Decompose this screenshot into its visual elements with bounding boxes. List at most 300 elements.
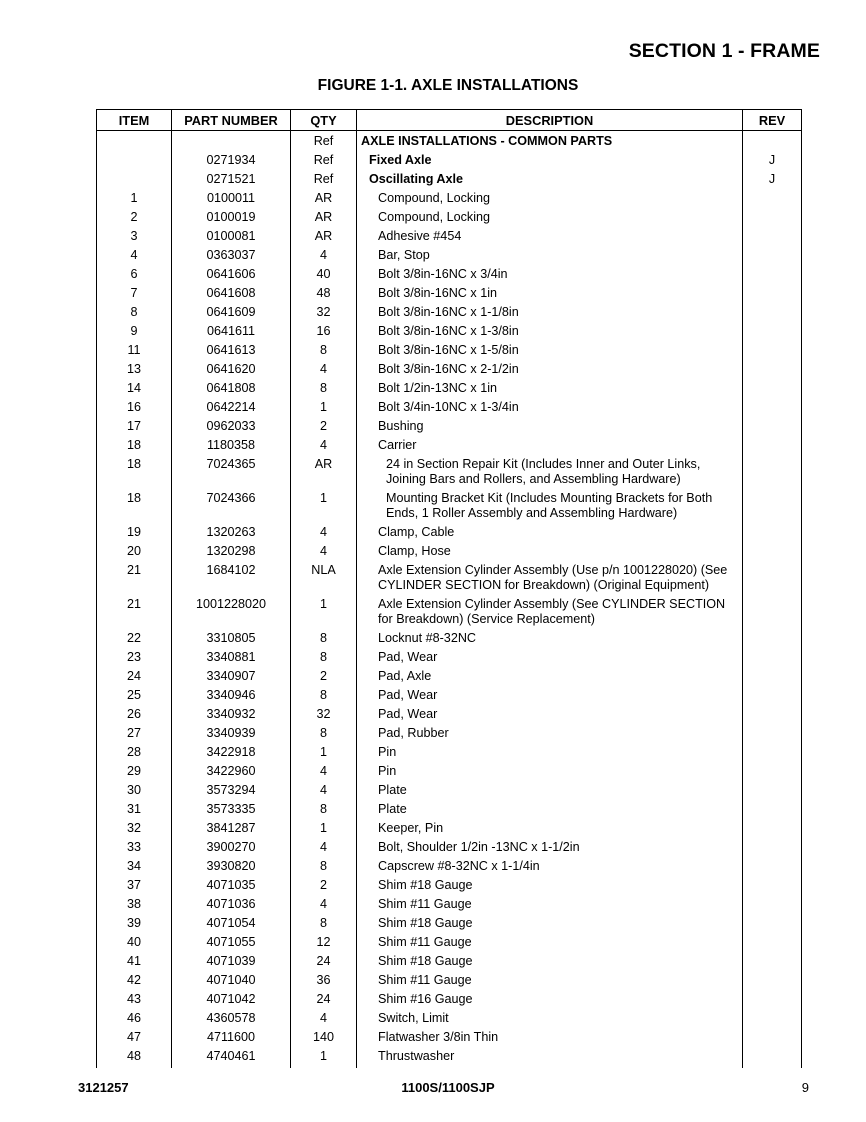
row-description-cell — [357, 379, 743, 398]
row-description: Shim #16 Gauge — [378, 992, 473, 1006]
row-item-number: 32 — [126, 821, 141, 835]
row-quantity: 4 — [319, 544, 327, 558]
row-quantity-cell — [291, 990, 357, 1009]
row-item-number-cell — [97, 455, 172, 489]
row-revision-cell — [743, 523, 802, 542]
row-part-number: 0641608 — [206, 286, 256, 300]
row-description: Shim #18 Gauge — [378, 954, 473, 968]
row-revision-cell — [743, 819, 802, 838]
row-item-number-cell — [97, 857, 172, 876]
row-quantity: 2 — [319, 878, 327, 892]
row-quantity-cell — [291, 189, 357, 208]
row-part-number: 0641808 — [206, 381, 256, 395]
row-item-number-cell — [97, 303, 172, 322]
table-row — [97, 876, 802, 895]
row-item-number-cell — [97, 1009, 172, 1028]
row-part-number: 0100019 — [206, 210, 256, 224]
row-quantity-cell — [291, 131, 357, 152]
parts-table-container — [96, 109, 801, 1068]
row-description-cell — [357, 800, 743, 819]
row-part-number-cell — [172, 379, 291, 398]
row-part-number-cell — [172, 648, 291, 667]
row-item-number: 46 — [126, 1011, 141, 1025]
row-quantity: 1 — [319, 821, 327, 835]
row-quantity: Ref — [313, 153, 334, 167]
parts-table-body — [97, 131, 802, 1069]
row-quantity: 4 — [319, 897, 327, 911]
row-description-cell — [357, 489, 743, 523]
row-quantity-cell — [291, 800, 357, 819]
row-revision-cell — [743, 151, 802, 170]
row-part-number-cell — [172, 876, 291, 895]
table-row — [97, 561, 802, 595]
row-part-number-cell — [172, 436, 291, 455]
row-quantity: 2 — [319, 669, 327, 683]
row-item-number: 41 — [126, 954, 141, 968]
row-revision-cell — [743, 629, 802, 648]
table-row — [97, 819, 802, 838]
row-description-cell — [357, 455, 743, 489]
row-description: Carrier — [378, 438, 417, 452]
row-part-number: 0363037 — [206, 248, 256, 262]
row-description: Bolt 3/8in-16NC x 1-1/8in — [378, 305, 519, 319]
row-item-number: 18 — [126, 491, 141, 505]
spacer-cell — [97, 1066, 172, 1068]
row-part-number: 0100011 — [206, 191, 256, 205]
row-quantity-cell — [291, 743, 357, 762]
row-item-number-cell — [97, 246, 172, 265]
row-item-number-cell — [97, 341, 172, 360]
row-part-number: 1684102 — [206, 563, 256, 577]
row-revision-cell — [743, 1047, 802, 1066]
row-revision-cell — [743, 131, 802, 152]
row-part-number-cell — [172, 322, 291, 341]
row-revision-cell — [743, 781, 802, 800]
row-part-number-cell — [172, 990, 291, 1009]
row-item-number-cell — [97, 322, 172, 341]
row-revision-cell — [743, 876, 802, 895]
row-item-number: 6 — [130, 267, 138, 281]
row-item-number: 21 — [126, 563, 141, 577]
row-description: Pin — [378, 745, 397, 759]
row-item-number: 24 — [126, 669, 141, 683]
row-quantity-cell — [291, 1028, 357, 1047]
row-item-number-cell — [97, 151, 172, 170]
row-revision-cell — [743, 303, 802, 322]
row-description-cell — [357, 971, 743, 990]
row-item-number-cell — [97, 131, 172, 152]
row-revision-cell — [743, 265, 802, 284]
row-part-number-cell — [172, 489, 291, 523]
row-description: Plate — [378, 783, 407, 797]
row-part-number-cell — [172, 971, 291, 990]
row-part-number-cell — [172, 629, 291, 648]
row-revision-cell — [743, 667, 802, 686]
row-item-number-cell — [97, 595, 172, 629]
row-description-cell — [357, 724, 743, 743]
row-part-number-cell — [172, 781, 291, 800]
row-revision-cell — [743, 595, 802, 629]
row-description-cell — [357, 648, 743, 667]
row-quantity: 24 — [316, 954, 331, 968]
table-row — [97, 595, 802, 629]
row-part-number: 4071040 — [206, 973, 256, 987]
row-description-cell — [357, 131, 743, 152]
row-revision-cell — [743, 542, 802, 561]
row-revision-cell — [743, 743, 802, 762]
row-part-number: 0641611 — [206, 324, 256, 338]
row-item-number: 37 — [126, 878, 141, 892]
row-part-number-cell — [172, 265, 291, 284]
row-description: Bolt 3/8in-16NC x 1-5/8in — [378, 343, 519, 357]
row-quantity: NLA — [311, 563, 336, 577]
table-bottom-spacer — [97, 1066, 802, 1068]
row-revision-cell — [743, 322, 802, 341]
row-description: Compound, Locking — [378, 191, 491, 205]
row-description: Pad, Rubber — [378, 726, 449, 740]
row-quantity-cell — [291, 398, 357, 417]
row-item-number-cell — [97, 417, 172, 436]
row-item-number-cell — [97, 379, 172, 398]
row-quantity-cell — [291, 838, 357, 857]
row-part-number-cell — [172, 743, 291, 762]
row-part-number-cell — [172, 1009, 291, 1028]
row-quantity: 4 — [319, 783, 327, 797]
row-item-number: 9 — [130, 324, 138, 338]
row-item-number-cell — [97, 265, 172, 284]
row-item-number-cell — [97, 724, 172, 743]
row-quantity-cell — [291, 523, 357, 542]
row-item-number: 28 — [126, 745, 141, 759]
row-quantity-cell — [291, 436, 357, 455]
row-quantity-cell — [291, 762, 357, 781]
row-part-number-cell — [172, 686, 291, 705]
row-description: Adhesive #454 — [378, 229, 462, 243]
row-revision-cell — [743, 762, 802, 781]
table-row — [97, 489, 802, 523]
row-description: Thrustwasher — [378, 1049, 455, 1063]
table-row — [97, 417, 802, 436]
row-quantity-cell — [291, 561, 357, 595]
row-part-number-cell — [172, 800, 291, 819]
row-quantity: 2 — [319, 419, 327, 433]
row-quantity: 4 — [319, 840, 327, 854]
table-row — [97, 686, 802, 705]
row-part-number: 1320263 — [206, 525, 256, 539]
row-quantity-cell — [291, 246, 357, 265]
row-description: Capscrew #8-32NC x 1-1/4in — [378, 859, 540, 873]
row-part-number: 3422918 — [206, 745, 256, 759]
row-item-number-cell — [97, 990, 172, 1009]
table-row — [97, 743, 802, 762]
row-quantity: 36 — [316, 973, 331, 987]
table-row — [97, 379, 802, 398]
table-row — [97, 322, 802, 341]
row-item-number: 26 — [126, 707, 141, 721]
row-item-number: 34 — [126, 859, 141, 873]
row-part-number: 3930820 — [206, 859, 256, 873]
row-description: Locknut #8-32NC — [378, 631, 477, 645]
row-quantity-cell — [291, 705, 357, 724]
row-revision-cell — [743, 284, 802, 303]
row-description-cell — [357, 523, 743, 542]
row-quantity-cell — [291, 971, 357, 990]
table-row — [97, 990, 802, 1009]
table-row — [97, 341, 802, 360]
table-row — [97, 523, 802, 542]
row-quantity: 8 — [319, 381, 327, 395]
row-part-number: 3422960 — [206, 764, 256, 778]
row-revision-cell — [743, 189, 802, 208]
row-description: Bolt, Shoulder 1/2in -13NC x 1-1/2in — [378, 840, 580, 854]
row-description-cell — [357, 246, 743, 265]
row-quantity: 1 — [319, 745, 327, 759]
row-part-number: 4071035 — [206, 878, 256, 892]
row-part-number: 4711600 — [206, 1030, 256, 1044]
row-description: Bolt 3/8in-16NC x 1in — [378, 286, 498, 300]
row-part-number: 4360578 — [206, 1011, 256, 1025]
row-quantity-cell — [291, 284, 357, 303]
row-quantity-cell — [291, 227, 357, 246]
row-item-number: 8 — [130, 305, 138, 319]
row-revision-cell — [743, 895, 802, 914]
table-header-row — [97, 110, 802, 131]
row-item-number-cell — [97, 208, 172, 227]
table-row — [97, 1028, 802, 1047]
row-description: Pad, Wear — [378, 688, 438, 702]
row-description: Bolt 3/8in-16NC x 1-3/8in — [378, 324, 519, 338]
row-description: Shim #11 Gauge — [378, 897, 472, 911]
row-part-number: 0962033 — [206, 419, 256, 433]
row-part-number-cell — [172, 398, 291, 417]
row-quantity: 8 — [319, 916, 327, 930]
table-row — [97, 667, 802, 686]
row-quantity-cell — [291, 1047, 357, 1066]
row-item-number-cell — [97, 914, 172, 933]
table-row — [97, 208, 802, 227]
row-description-cell — [357, 629, 743, 648]
row-description-cell — [357, 705, 743, 724]
row-revision-cell — [743, 705, 802, 724]
row-quantity: 4 — [319, 438, 327, 452]
row-item-number: 33 — [126, 840, 141, 854]
row-description-cell — [357, 170, 743, 189]
table-row — [97, 952, 802, 971]
row-quantity-cell — [291, 724, 357, 743]
row-part-number: 3573294 — [206, 783, 256, 797]
row-description-cell — [357, 417, 743, 436]
row-quantity-cell — [291, 595, 357, 629]
row-quantity-cell — [291, 857, 357, 876]
row-quantity: 1 — [319, 1049, 327, 1063]
row-description-cell — [357, 933, 743, 952]
row-quantity-cell — [291, 686, 357, 705]
row-item-number-cell — [97, 933, 172, 952]
column-header-item: ITEM — [97, 110, 172, 131]
row-description-cell — [357, 322, 743, 341]
row-description-cell — [357, 838, 743, 857]
row-description: Bolt 3/8in-16NC x 2-1/2in — [378, 362, 519, 376]
row-item-number-cell — [97, 838, 172, 857]
row-quantity-cell — [291, 667, 357, 686]
row-description: AXLE INSTALLATIONS - COMMON PARTS — [361, 134, 613, 148]
row-revision: J — [768, 172, 776, 186]
document-number: 3121257 — [78, 1080, 129, 1095]
table-row — [97, 170, 802, 189]
row-item-number: 42 — [126, 973, 141, 987]
row-item-number-cell — [97, 629, 172, 648]
row-revision-cell — [743, 971, 802, 990]
row-quantity: 4 — [319, 248, 327, 262]
row-part-number-cell — [172, 284, 291, 303]
row-quantity-cell — [291, 895, 357, 914]
row-item-number-cell — [97, 667, 172, 686]
row-part-number-cell — [172, 523, 291, 542]
row-description-cell — [357, 895, 743, 914]
row-description: Bolt 3/8in-16NC x 3/4in — [378, 267, 508, 281]
row-part-number-cell — [172, 595, 291, 629]
row-item-number: 23 — [126, 650, 141, 664]
row-item-number-cell — [97, 227, 172, 246]
row-quantity-cell — [291, 379, 357, 398]
row-item-number: 22 — [126, 631, 141, 645]
row-revision-cell — [743, 417, 802, 436]
row-description: Bar, Stop — [378, 248, 430, 262]
row-item-number-cell — [97, 743, 172, 762]
row-description-cell — [357, 857, 743, 876]
row-revision-cell — [743, 227, 802, 246]
table-row — [97, 629, 802, 648]
row-description-cell — [357, 952, 743, 971]
row-item-number: 1 — [130, 191, 138, 205]
row-item-number: 18 — [126, 457, 141, 471]
table-row — [97, 131, 802, 152]
row-quantity-cell — [291, 170, 357, 189]
row-part-number: 4071055 — [206, 935, 256, 949]
row-description: Compound, Locking — [378, 210, 491, 224]
row-part-number: 0641613 — [206, 343, 256, 357]
row-part-number: 1001228020 — [195, 597, 267, 611]
section-title: SECTION 1 - FRAME — [628, 40, 820, 62]
row-quantity-cell — [291, 914, 357, 933]
row-quantity: 32 — [316, 707, 331, 721]
row-part-number: 4071036 — [206, 897, 256, 911]
table-row — [97, 246, 802, 265]
row-revision: J — [768, 153, 776, 167]
row-item-number-cell — [97, 895, 172, 914]
row-part-number-cell — [172, 360, 291, 379]
row-part-number-cell — [172, 819, 291, 838]
row-quantity-cell — [291, 542, 357, 561]
row-part-number: 4071042 — [206, 992, 256, 1006]
row-part-number: 3573335 — [206, 802, 256, 816]
row-item-number: 29 — [126, 764, 141, 778]
row-quantity-cell — [291, 489, 357, 523]
row-item-number: 47 — [126, 1030, 141, 1044]
row-description: Keeper, Pin — [378, 821, 444, 835]
row-part-number: 1180358 — [206, 438, 256, 452]
table-row — [97, 398, 802, 417]
row-description-cell — [357, 398, 743, 417]
row-part-number-cell — [172, 724, 291, 743]
row-quantity: Ref — [313, 172, 334, 186]
row-revision-cell — [743, 561, 802, 595]
row-revision-cell — [743, 341, 802, 360]
row-description-cell — [357, 743, 743, 762]
row-item-number-cell — [97, 876, 172, 895]
row-description-cell — [357, 781, 743, 800]
row-item-number: 13 — [126, 362, 141, 376]
table-row — [97, 1009, 802, 1028]
row-description-cell — [357, 341, 743, 360]
row-quantity: 8 — [319, 859, 327, 873]
row-quantity: 4 — [319, 764, 327, 778]
column-header-qty: QTY — [291, 110, 357, 131]
row-description: Clamp, Cable — [378, 525, 455, 539]
row-description-cell — [357, 686, 743, 705]
parts-table — [96, 109, 802, 1068]
row-item-number-cell — [97, 952, 172, 971]
row-quantity-cell — [291, 629, 357, 648]
row-quantity: 4 — [319, 525, 327, 539]
row-revision-cell — [743, 857, 802, 876]
row-item-number: 21 — [126, 597, 141, 611]
row-description: Bushing — [378, 419, 424, 433]
table-row — [97, 800, 802, 819]
row-part-number-cell — [172, 170, 291, 189]
row-description-cell — [357, 189, 743, 208]
row-quantity: 4 — [319, 362, 327, 376]
row-part-number: 3900270 — [206, 840, 256, 854]
row-part-number: 0271521 — [206, 172, 256, 186]
row-revision-cell — [743, 379, 802, 398]
row-revision-cell — [743, 724, 802, 743]
row-description-cell — [357, 542, 743, 561]
row-description-cell — [357, 151, 743, 170]
table-row — [97, 971, 802, 990]
row-revision-cell — [743, 208, 802, 227]
row-part-number-cell — [172, 246, 291, 265]
table-row — [97, 303, 802, 322]
row-quantity: AR — [314, 191, 333, 205]
row-description: Oscillating Axle — [369, 172, 464, 186]
row-part-number-cell — [172, 667, 291, 686]
table-row — [97, 189, 802, 208]
row-item-number: 38 — [126, 897, 141, 911]
row-part-number-cell — [172, 933, 291, 952]
table-row — [97, 762, 802, 781]
row-item-number: 4 — [130, 248, 138, 262]
row-revision-cell — [743, 914, 802, 933]
row-quantity-cell — [291, 265, 357, 284]
table-row — [97, 705, 802, 724]
row-revision-cell — [743, 489, 802, 523]
row-description: Shim #11 Gauge — [378, 935, 472, 949]
spacer-cell — [291, 1066, 357, 1068]
row-part-number: 3340932 — [206, 707, 256, 721]
row-revision-cell — [743, 360, 802, 379]
row-part-number: 0642214 — [206, 400, 256, 414]
row-revision-cell — [743, 838, 802, 857]
row-part-number: 3340946 — [206, 688, 256, 702]
row-part-number-cell — [172, 1028, 291, 1047]
row-description-cell — [357, 1009, 743, 1028]
row-description: Mounting Bracket Kit (Includes Mounting Brackets for Both Ends, 1 Roller Assembly and Assembling Hardware) — [386, 491, 713, 520]
row-quantity: 16 — [316, 324, 331, 338]
table-row — [97, 648, 802, 667]
row-description: Pin — [378, 764, 397, 778]
row-quantity: 1 — [319, 400, 327, 414]
